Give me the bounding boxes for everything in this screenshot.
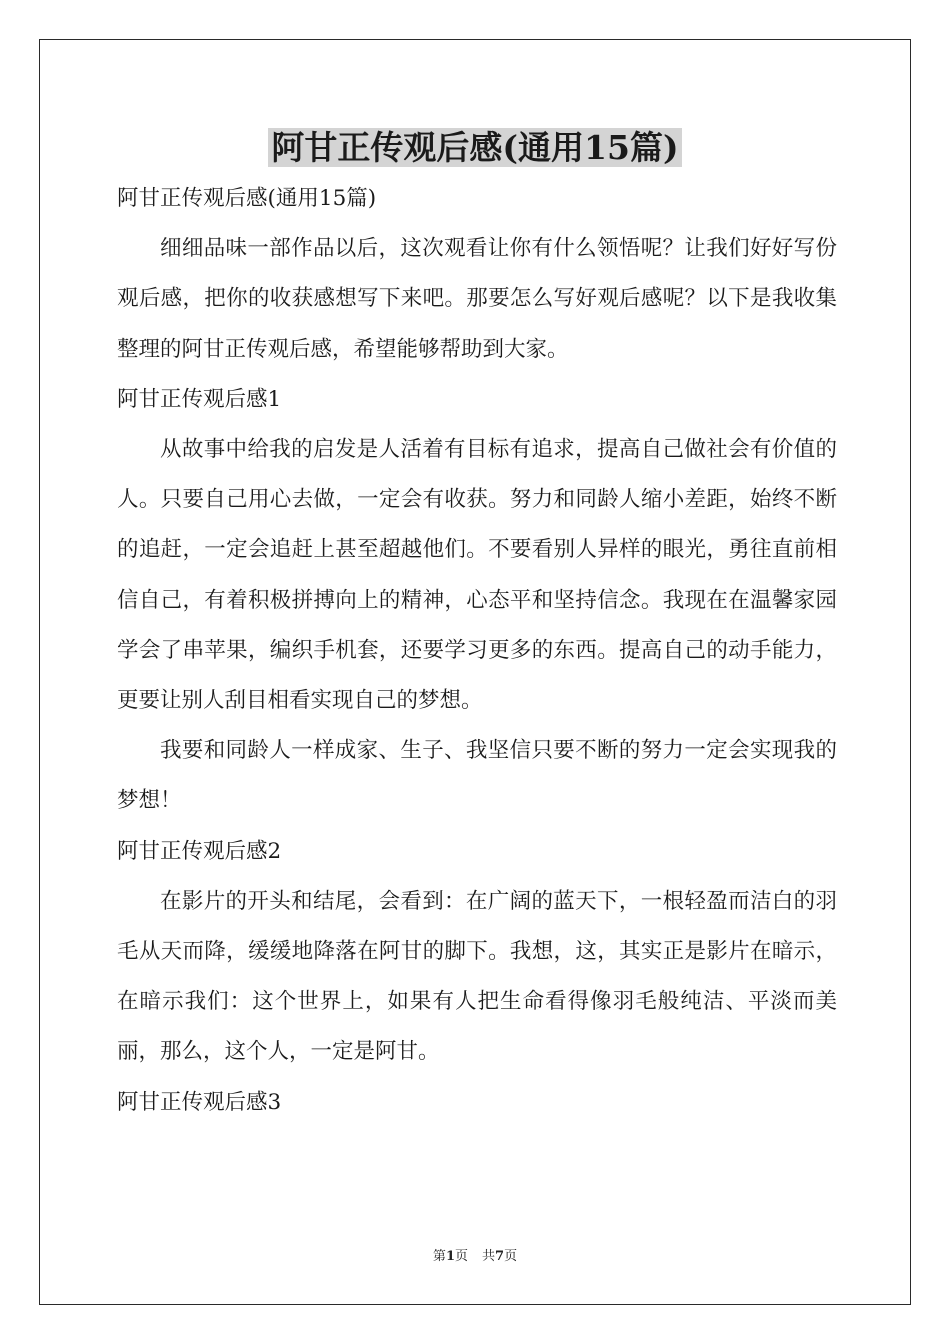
page-footer bbox=[0, 1248, 950, 1266]
document-subtitle: 阿甘正传观后感(通用15篇) bbox=[117, 186, 377, 211]
intro-paragraph: 细细品味一部作品以后，这次观看让你有什么领悟呢？让我们好好写份观后感，把你的收获感想写下来吧。那要怎么写好观后感呢？以下是我收集整理的阿甘正传观后感，希望能够帮助到大家。 bbox=[117, 236, 837, 362]
section-1-paragraph-2: 我要和同龄人一样成家、生子、我坚信只要不断的努力一定会实现我的梦想！ bbox=[117, 738, 837, 814]
section-2-paragraph-1: 在影片的开头和结尾，会看到：在广阔的蓝天下，一根轻盈而洁白的羽毛从天而降，缓缓地降落在阿甘的脚下。我想，这，其实正是影片在暗示，在暗示我们：这个世界上，如果有人把生命看得像羽毛般纯洁、平淡而美丽，那么，这个人，一定是阿甘。 bbox=[117, 888, 837, 1065]
page-prefix: 第 bbox=[432, 1249, 446, 1264]
document-title bbox=[0, 126, 950, 170]
total-suffix: 页 bbox=[504, 1249, 518, 1264]
section-heading-1: 阿甘正传观后感1 bbox=[117, 386, 282, 412]
section-1-paragraph-1: 从故事中给我的启发是人活着有目标有追求，提高自己做社会有价值的人。只要自己用心去做，一定会有收获。努力和同龄人缩小差距，始终不断的追赶，一定会追赶上甚至超越他们。不要看别人异样的眼光，勇往直前相信自己，有着积极拼搏向上的精神，心态平和坚持信念。我现在在温馨家园学会了串苹果，编织手机套，还要学习更多的东西。提高自己的动手能力，更要让别人刮目相看实现自己的梦想。 bbox=[117, 437, 837, 714]
total-prefix: 共 bbox=[482, 1249, 496, 1264]
section-heading-3: 阿甘正传观后感3 bbox=[117, 1089, 282, 1115]
page-suffix: 页 bbox=[454, 1249, 468, 1264]
document-title-text: 阿甘正传观后感(通用15篇) bbox=[268, 128, 681, 167]
page-total-number: 7 bbox=[495, 1249, 505, 1264]
document-body bbox=[117, 174, 837, 1128]
page-current-number: 1 bbox=[445, 1249, 455, 1264]
section-heading-2: 阿甘正传观后感2 bbox=[117, 838, 282, 864]
